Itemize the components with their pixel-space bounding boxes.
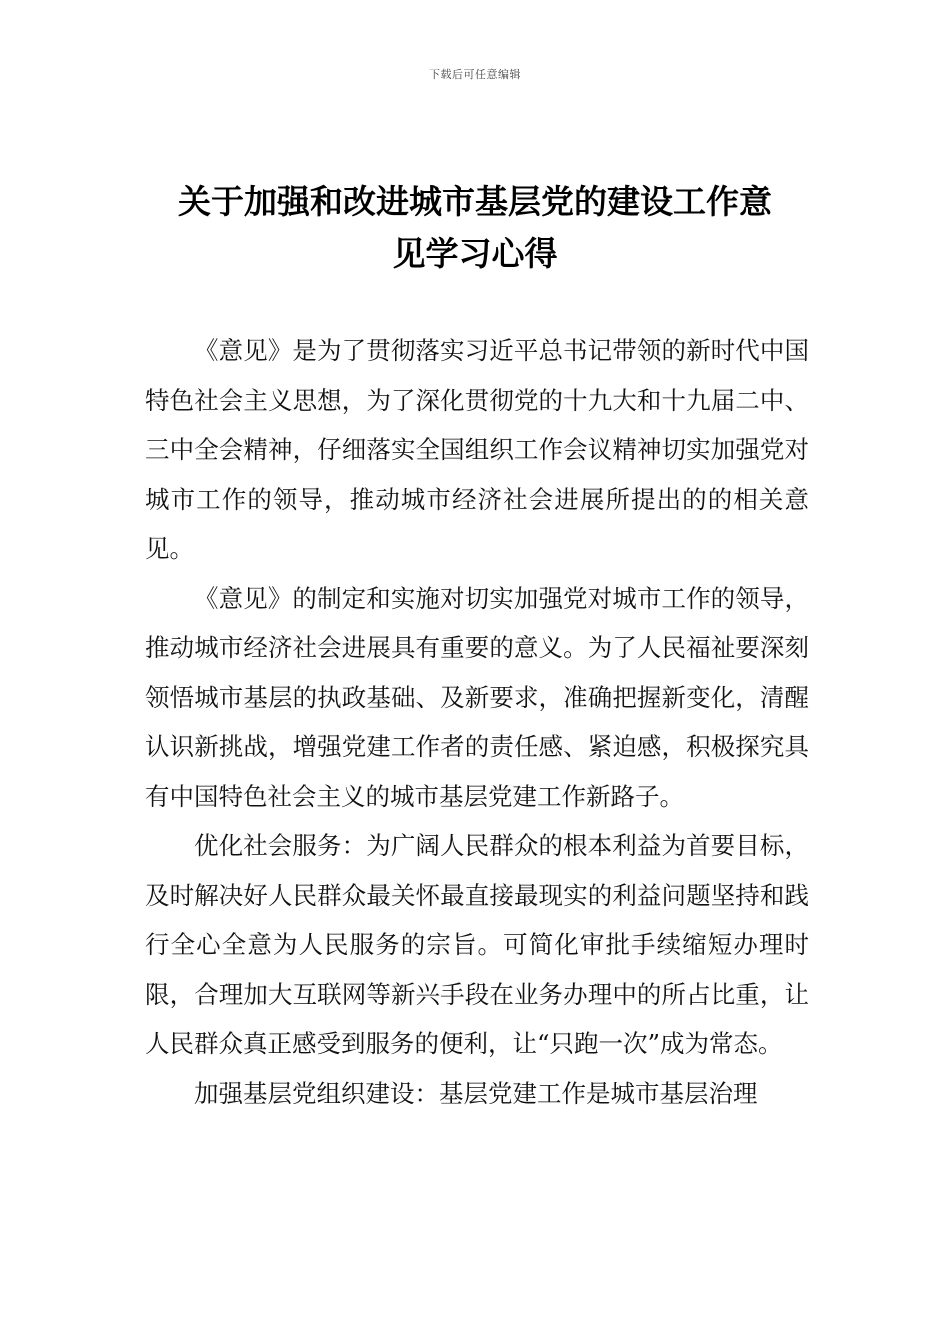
paragraph-1: 《意见》是为了贯彻落实习近平总书记带领的新时代中国特色社会主义思想，为了深化贯彻党的十九大和十九届二中、三中全会精神，仔细落实全国组织工作会议精神切实加强党对城市工作的领导，推动城市经济社会进展所提出的的相关意见。 bbox=[145, 336, 809, 563]
paragraph-2: 《意见》的制定和实施对切实加强党对城市工作的领导，推动城市经济社会进展具有重要的意义。为了人民福祉要深刻领悟城市基层的执政基础、及新要求，准确把握新变化，清醒认识新挑战，增强党建工作者的责任感、紧迫感，积极探究具有中国特色社会主义的城市基层党建工作新路子。 bbox=[145, 583, 809, 811]
header-note: 下载后可任意编辑 bbox=[429, 68, 521, 81]
paragraph-3: 优化社会服务：为广阔人民群众的根本利益为首要目标，及时解决好人民群众最关怀最直接最现实的利益问题坚持和践行全心全意为人民服务的宗旨。可简化审批手续缩短办理时限，合理加大互联网等新兴手段在业务办理中的所占比重，让人民群众真正感受到服务的便利，让“只跑一次”成为常态。 bbox=[145, 831, 809, 1058]
document-title bbox=[120, 176, 830, 280]
paragraph-4: 加强基层党组织建设：基层党建工作是城市基层治理 bbox=[194, 1078, 758, 1108]
document-body bbox=[145, 326, 809, 1118]
title-line-1: 关于加强和改进城市基层党的建设工作意 bbox=[178, 182, 772, 221]
title-line-2: 见学习心得 bbox=[392, 234, 558, 273]
